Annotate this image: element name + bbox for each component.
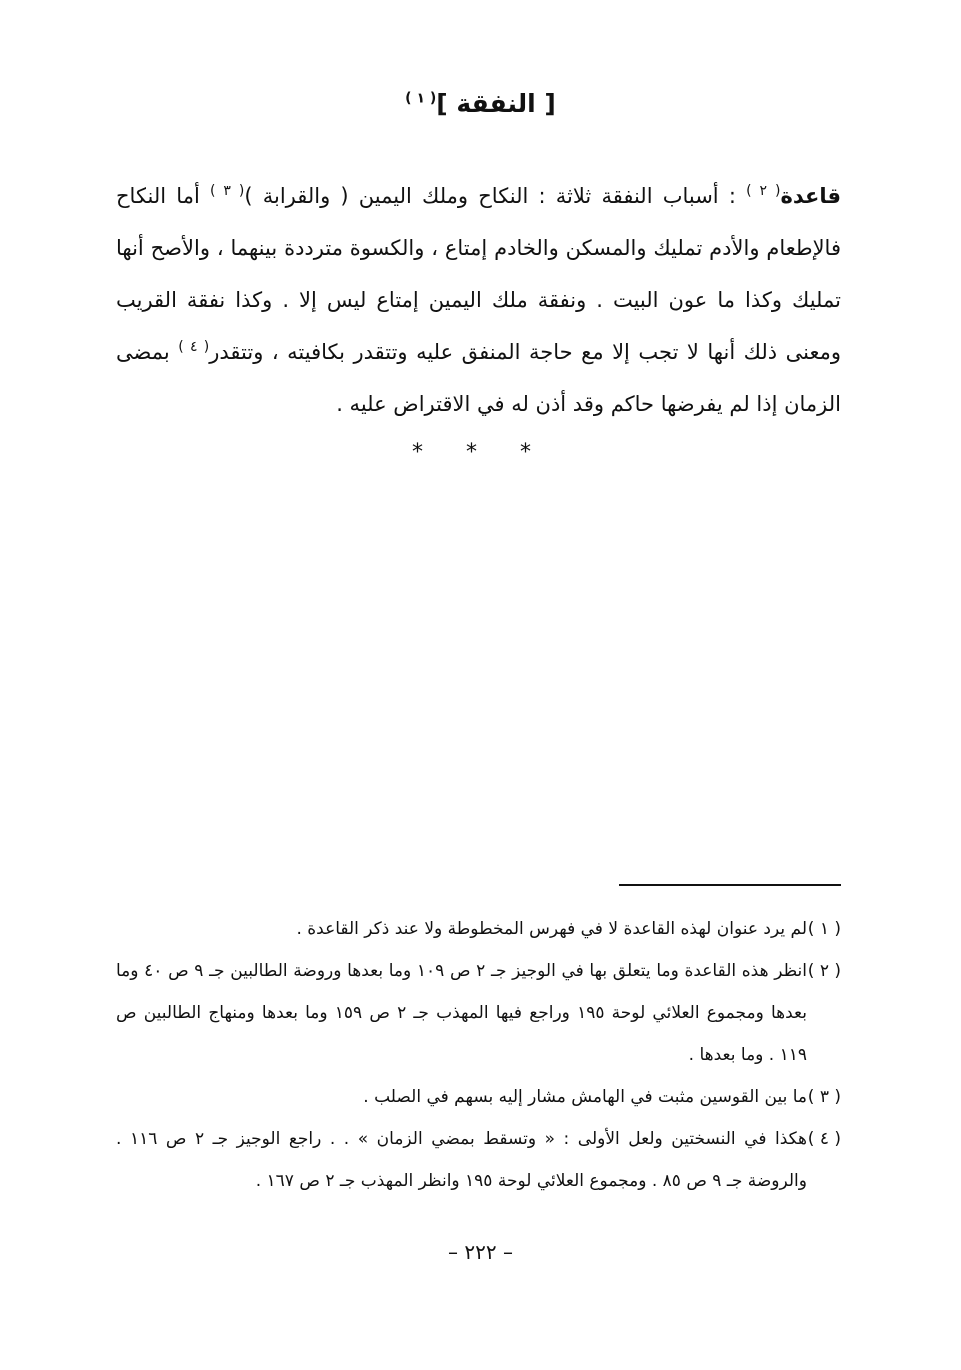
footnote-text: انظر هذه القاعدة وما يتعلق بها في الوجيز جـ ٢ ص ١٠٩ وما بعدها وروضة الطالبين جـ ٩ ص ٤٠ وما بعدها ومجموع العلائي لوحة ١٩٥ وراجع فيها المهذب جـ ٢ ص ١٥٩ وما بعدها ومنهاج الطالبين ص ١١٩ . وما بعدها . xyxy=(116,961,807,1065)
footnote-number: ( ١ ) xyxy=(807,919,841,939)
rule-text-part1: : أسباب النفقة ثلاثة : النكاح وملك اليمين ( والقرابة ) xyxy=(244,184,736,208)
footnote xyxy=(116,1076,841,1118)
footnote-text: لم يرد عنوان لهذه القاعدة لا في فهرس المخطوطة ولا عند ذكر القاعدة . xyxy=(296,919,807,939)
rule-text-part2: أما النكاح فالإطعام والأدم تمليك والمسكن والخادم إمتاع ، والكسوة مترددة بينهما ، والأصح أنها تمليك وكذا ما عون البيت . ونفقة ملك اليمين إمتاع ليس إلا . وكذا نفقة القريب ومعنى ذلك أنها لا تجب إلا مع حاجة المنفق عليه وتتقدر بكافيته ، وتتقدر xyxy=(116,184,841,364)
rule-text-part3: بمضى الزمان إذا لم يفرضها حاكم وقد أذن له في الاقتراض عليه . xyxy=(116,340,841,416)
footnote-ref-2: ( ٢ ) xyxy=(746,183,781,199)
rule-paragraph xyxy=(116,170,841,430)
footnote-number: ( ٣ ) xyxy=(807,1087,841,1107)
footnote-ref-3: ( ٣ ) xyxy=(209,183,245,199)
section-title: [ النفقة ] xyxy=(436,89,556,118)
footnote xyxy=(116,950,841,1076)
footnote xyxy=(116,908,841,950)
footnote-ref-1: ( ١ ) xyxy=(405,90,437,107)
footnote-number: ( ٢ ) xyxy=(807,961,841,981)
section-separator: * * * xyxy=(412,440,549,465)
footnote-text: هكذا في النسختين ولعل الأولى : « وتسقط بمضي الزمان » . . راجع الوجيز جـ ٢ ص ١١٦ . والروضة جـ ٩ ص ٨٥ . ومجموع العلائي لوحة ١٩٥ وانظر المهذب جـ ٢ ص ١٦٧ . xyxy=(116,1129,807,1191)
footnote xyxy=(116,1118,841,1202)
section-heading xyxy=(0,84,961,124)
page-number: – ٢٢٢ – xyxy=(448,1240,513,1264)
footnote-text: ما بين القوسين مثبت في الهامش مشار إليه بسهم في الصلب . xyxy=(363,1087,807,1107)
footnotes xyxy=(116,908,841,1202)
footnote-divider xyxy=(619,884,841,886)
footnote-ref-4: ( ٤ ) xyxy=(178,339,210,355)
footnote-number: ( ٤ ) xyxy=(807,1129,841,1149)
rule-label: قاعدة xyxy=(780,184,841,208)
